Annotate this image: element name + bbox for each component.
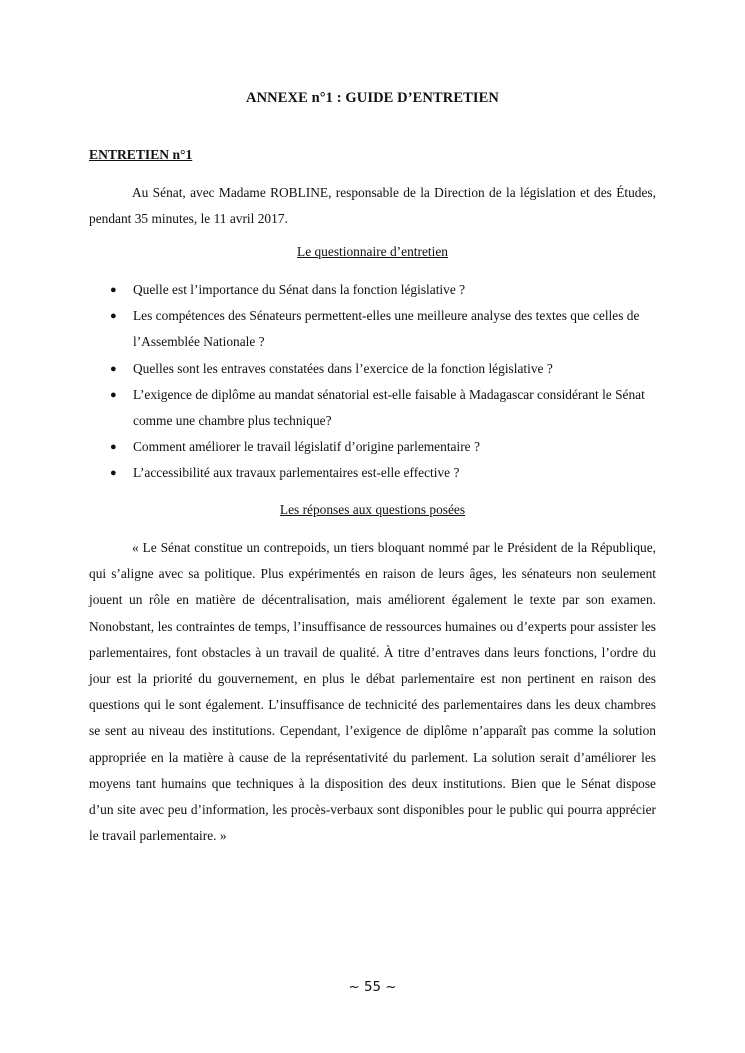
answer-paragraph: « Le Sénat constitue un contrepoids, un tiers bloquant nommé par le Président de la République, qui s’aligne avec sa politique. Plus expérimentés en raison de leurs âges, les sénateurs non seulement jouent un rôle en matière de décentralisation, mais améliorent également le texte par son examen. Nonobstant, les contraintes de temps, l’insuffisance de ressources humaines ou d’experts pour assister les parlementaires, font obstacles à un travail de qualité. À titre d’entraves dans leurs fonctions, l’ordre du jour est la priorité du gouvernement, en plus le débat parlementaire est non pertinent en raison des questions qui le sont également. L’insuffisance de technicité des parlementaires dans les deux chambres se sent au niveau des institutions. Cependant, l’exigence de diplôme n’apparaît pas comme la solution appropriée en la matière à cause de la représentativité du parlement. La solution serait d’améliorer les moyens tant humains que techniques à la disposition des deux institutions. Bien que le Sénat dispose d’un site avec peu d’information, les procès-verbaux sont disponibles pour le public qui pourra apprécier le travail parlementaire. »	[89, 540, 656, 844]
interview-intro-paragraph: Au Sénat, avec Madame ROBLINE, responsable de la Direction de la législation et des Études, pendant 35 minutes, le 11 avril 2017.	[89, 185, 656, 227]
questionnaire-heading: Le questionnaire d’entretien	[297, 244, 448, 259]
question-text: Quelles sont les entraves constatées dans l’exercice de la fonction législative ?	[133, 360, 553, 376]
list-item	[89, 434, 656, 460]
interview-heading: ENTRETIEN n°1	[89, 147, 193, 162]
answers-heading: Les réponses aux questions posées	[279, 502, 466, 517]
bullet-icon: ●	[110, 310, 117, 323]
question-text: L’accessibilité aux travaux parlementaires est-elle effective ?	[133, 465, 460, 481]
question-text: Comment améliorer le travail législatif d’origine parlementaire ?	[133, 439, 480, 455]
bullet-icon: ●	[110, 284, 117, 296]
question-text: Les compétences des Sénateurs permettent-elles une meilleure analyse des textes que celles de l’Assemblée Nationale ?	[133, 308, 640, 350]
bullet-icon: ●	[110, 467, 117, 480]
annex-title: ANNEXE n°1 : GUIDE D’ENTRETIEN	[246, 90, 499, 106]
question-text: L’exigence de diplôme au mandat sénatorial est-elle faisable à Madagascar considérant le Sénat comme une chambre plus technique?	[133, 386, 645, 429]
bullet-icon: ●	[110, 388, 117, 401]
question-list	[89, 277, 656, 487]
bullet-icon: ●	[110, 362, 117, 375]
list-item	[89, 356, 656, 382]
list-item	[89, 382, 656, 434]
question-text: Quelle est l’importance du Sénat dans la fonction législative ?	[133, 282, 466, 297]
list-item	[89, 277, 656, 303]
page-number: ~ 55 ~	[348, 980, 397, 995]
list-item	[89, 460, 656, 486]
bullet-icon: ●	[110, 441, 117, 454]
list-item	[89, 303, 656, 355]
